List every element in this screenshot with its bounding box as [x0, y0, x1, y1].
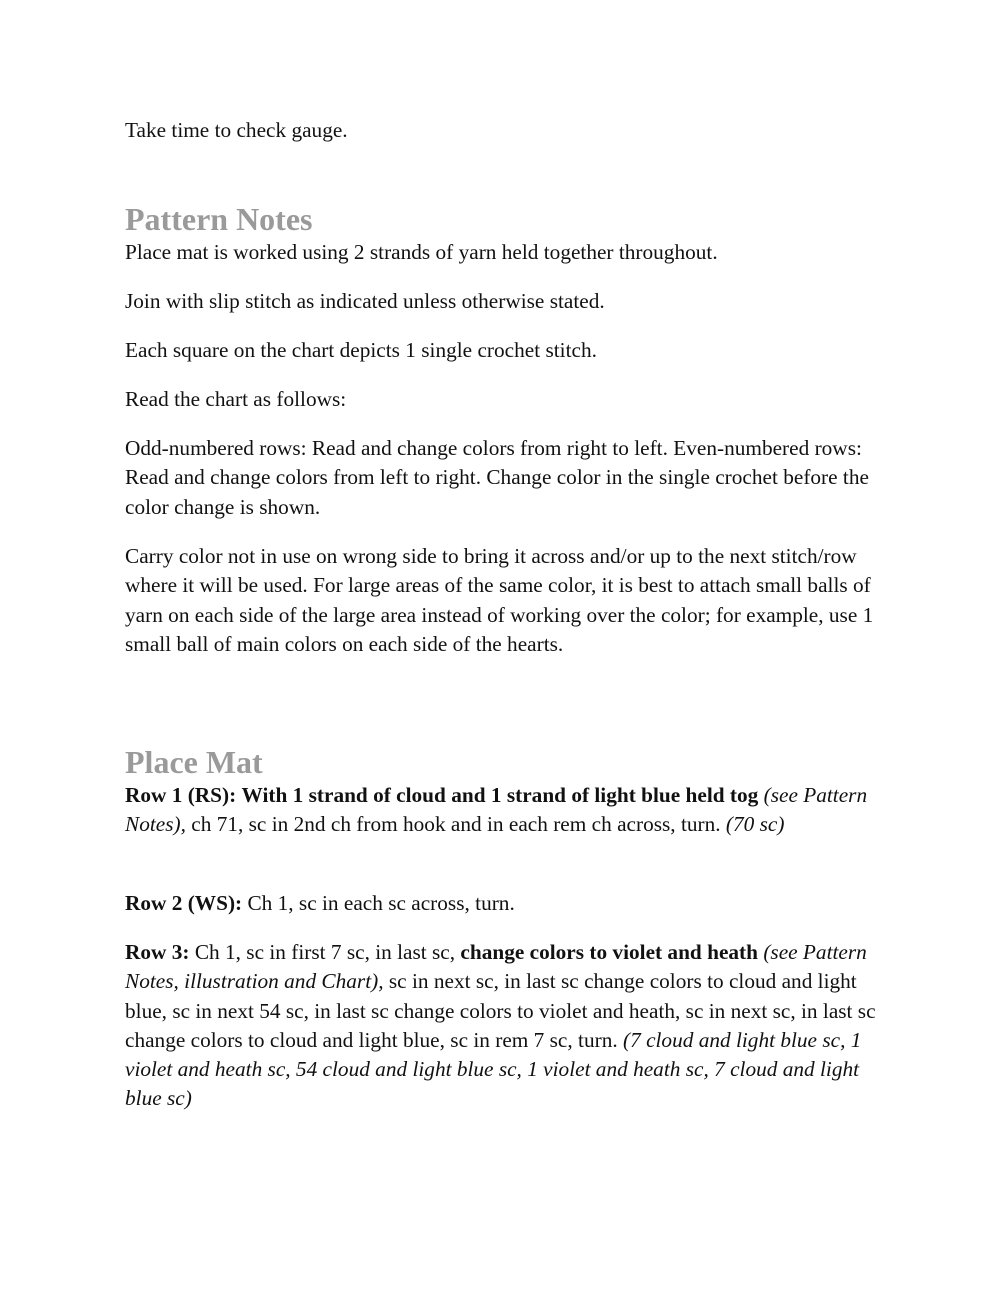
pattern-note-chart-square: Each square on the chart depicts 1 single crochet stitch.: [125, 338, 597, 362]
pattern-note-row-direction: Odd-numbered rows: Read and change colors from right to left. Even-numbered rows: Read and change colors from left to right. Change color in the single crochet before the color change is shown.: [125, 436, 869, 519]
pattern-note-join: Join with slip stitch as indicated unless otherwise stated.: [125, 289, 605, 313]
row-3-label: Row 3:: [125, 940, 190, 964]
row-1-instructions: [125, 781, 885, 840]
row-3-text-start: Ch 1, sc in first 7 sc, in last sc,: [194, 940, 456, 964]
row-3-reference: (see Pattern Notes, illustration and Chart),: [125, 940, 867, 994]
row-2-label: Row 2 (WS):: [125, 891, 243, 915]
row-1-bold-text: With 1 strand of cloud and 1 strand of light blue held tog: [241, 783, 759, 807]
row-2-instructions: [125, 889, 885, 918]
pattern-note-read-chart: Read the chart as follows:: [125, 387, 347, 411]
pattern-note-carry-color: Carry color not in use on wrong side to bring it across and/or up to the next stitch/row where it will be used. For large areas of the same color, it is best to attach small balls of yarn on each side of the large area instead of working over the color; for example, use 1 small ball of main colors on each side of the hearts.: [125, 544, 874, 656]
row-1-reference: (see Pattern Notes),: [125, 783, 868, 837]
pattern-note-strands: Place mat is worked using 2 strands of yarn held together throughout.: [125, 240, 718, 264]
row-3-count: (7 cloud and light blue sc, 1 violet and heath sc, 54 cloud and light blue sc, 1 violet and heath sc, 7 cloud and light blue sc): [125, 1027, 862, 1111]
place-mat-heading: Place Mat: [125, 744, 263, 780]
row-1-text: ch 71, sc in 2nd ch from hook and in each rem ch across, turn.: [191, 812, 721, 837]
row-1-count: (70 sc): [725, 812, 785, 837]
row-3-instructions: [125, 938, 885, 1114]
pattern-notes-heading: Pattern Notes: [125, 201, 313, 237]
gauge-note: Take time to check gauge.: [125, 118, 348, 142]
row-3-bold-text: change colors to violet and heath: [460, 940, 758, 964]
row-1-label: Row 1 (RS):: [125, 783, 237, 807]
row-3-text-rest: sc in next sc, in last sc change colors to cloud and light blue, sc in next 54 sc, in last sc change colors to violet and heath, sc in next sc, in last sc change colors to cloud and light blue, sc in rem 7 sc, turn.: [125, 969, 876, 1052]
row-2-text: Ch 1, sc in each sc across, turn.: [247, 891, 515, 915]
